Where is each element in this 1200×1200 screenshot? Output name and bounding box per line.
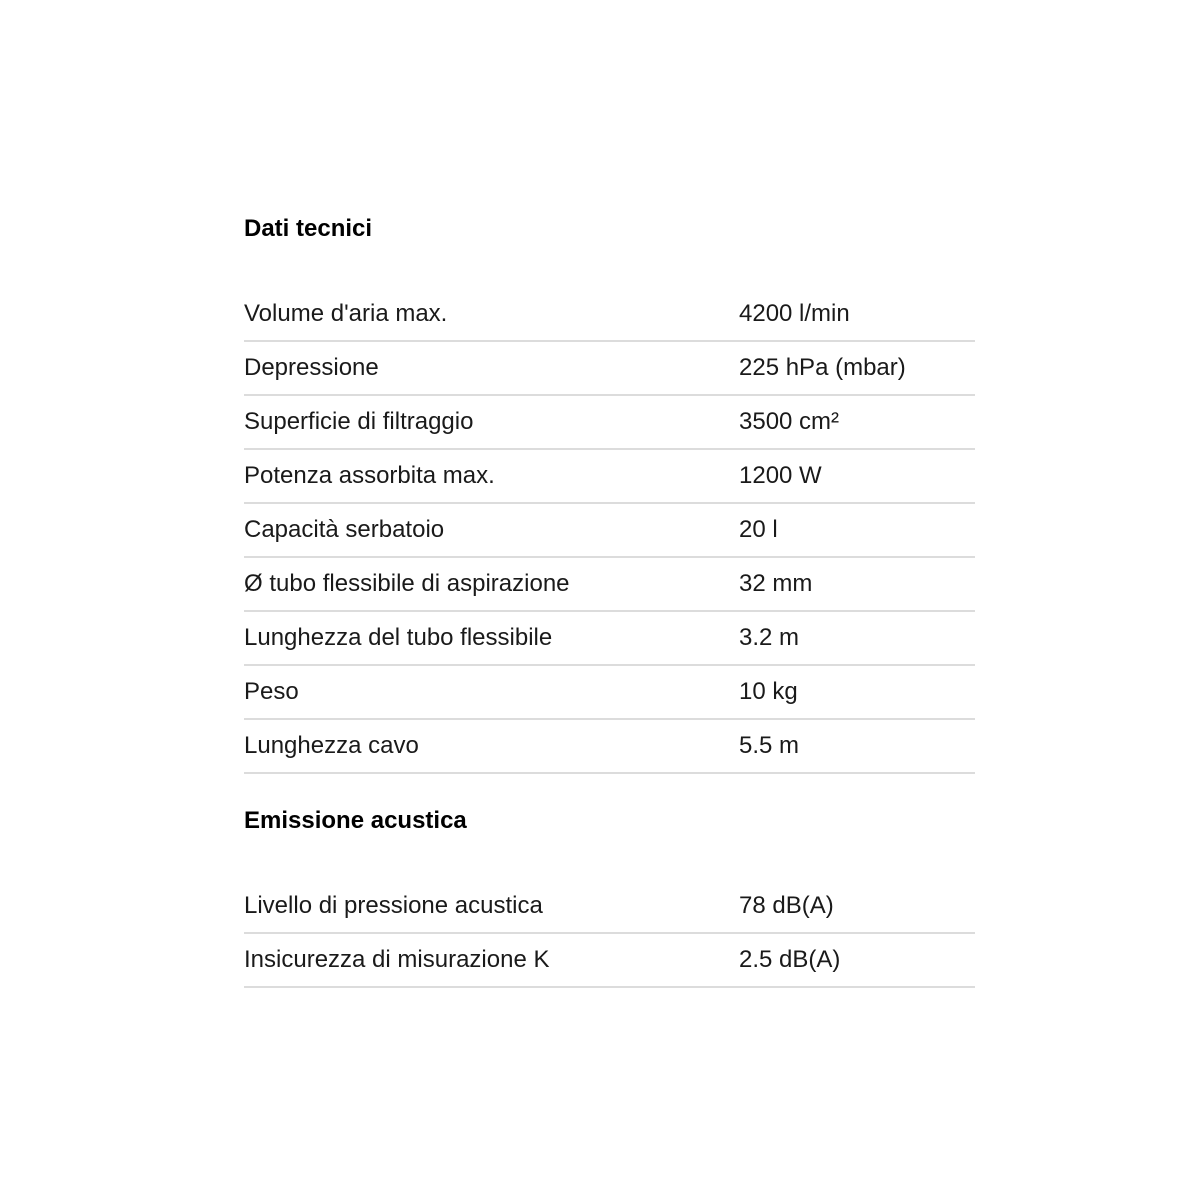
table-row [244, 611, 975, 665]
spec-label: Lunghezza del tubo flessibile [244, 611, 739, 665]
table-row [244, 933, 975, 987]
spec-label: Superficie di filtraggio [244, 395, 739, 449]
spec-sheet [244, 210, 975, 988]
acoustic-emission-heading: Emissione acustica [244, 807, 467, 834]
spec-value: 2.5 dB(A) [739, 933, 975, 987]
table-row [244, 449, 975, 503]
spec-label: Insicurezza di misurazione K [244, 933, 739, 987]
table-row [244, 395, 975, 449]
table-row [244, 341, 975, 395]
table-row [244, 557, 975, 611]
spec-label: Lunghezza cavo [244, 719, 739, 773]
spec-value: 10 kg [739, 665, 975, 719]
table-row [244, 288, 975, 341]
table-row [244, 503, 975, 557]
acoustic-emission-table [244, 880, 975, 988]
spec-label: Volume d'aria max. [244, 288, 739, 341]
technical-data-table [244, 288, 975, 774]
spec-label: Potenza assorbita max. [244, 449, 739, 503]
table-row [244, 719, 975, 773]
technical-data-heading: Dati tecnici [244, 215, 373, 242]
table-row [244, 880, 975, 933]
spec-label: Peso [244, 665, 739, 719]
spec-value: 78 dB(A) [739, 880, 975, 933]
spec-value: 32 mm [739, 557, 975, 611]
spec-label: Depressione [244, 341, 739, 395]
spec-label: Capacità serbatoio [244, 503, 739, 557]
spec-value: 5.5 m [739, 719, 975, 773]
spec-value: 20 l [739, 503, 975, 557]
spec-value: 3.2 m [739, 611, 975, 665]
spec-value: 4200 l/min [739, 288, 975, 341]
spec-label: Livello di pressione acustica [244, 880, 739, 933]
spec-value: 225 hPa (mbar) [739, 341, 975, 395]
spec-label: Ø tubo flessibile di aspirazione [244, 557, 739, 611]
table-row [244, 665, 975, 719]
spec-value: 1200 W [739, 449, 975, 503]
spec-value: 3500 cm² [739, 395, 975, 449]
